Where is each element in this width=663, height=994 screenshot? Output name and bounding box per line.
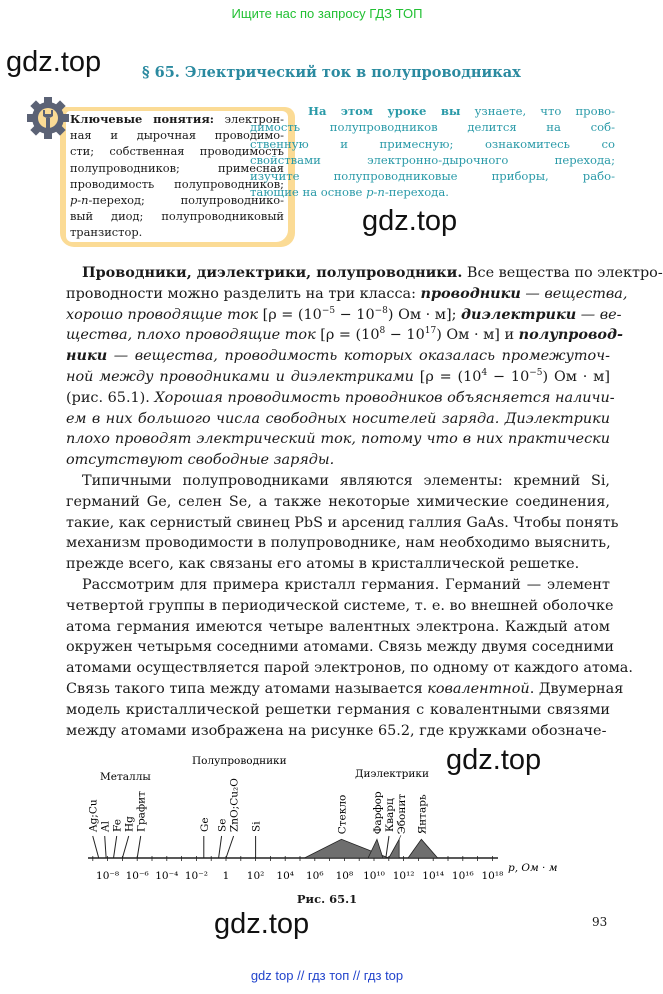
text-segment: плохо проводят электрический ток, потому что в них практически (66, 431, 610, 448)
text-segment: Проводники, диэлектрики, полупроводники. (82, 264, 463, 281)
text-line (66, 305, 622, 326)
page-number: 93 (592, 915, 608, 929)
text-segment: димость полупроводников делится на соб- (250, 120, 615, 135)
tick-label: 10¹⁴ (422, 870, 445, 882)
text-segment: ковалентной (427, 680, 530, 697)
text-segment: такие, как сернистый свинец PbS и арсенид галлия GaAs. Чтобы понять (66, 514, 619, 531)
text-segment: −5 (529, 368, 543, 379)
text-line (66, 492, 610, 513)
text-segment: . Двумерная (529, 680, 624, 697)
marker-label: Fe (111, 819, 124, 832)
text-segment: 4 (481, 368, 488, 379)
text-segment: 17 (424, 326, 437, 337)
text-segment: ) Ом · м] и (436, 327, 519, 344)
text-segment: − 10 (385, 327, 425, 344)
tick-label: 10⁻⁶ (125, 870, 149, 882)
text-line (66, 679, 624, 700)
paragraph (66, 263, 663, 471)
marker-label: Hg (123, 816, 136, 832)
tick-label: 10⁴ (276, 870, 294, 882)
marker-line (105, 836, 106, 858)
text-line (66, 513, 619, 534)
text-line (66, 721, 610, 742)
text-segment: Хорошая проводимость проводников объясняется наличи- (154, 389, 615, 406)
tick-label: 10¹⁸ (481, 870, 504, 882)
tick-label: 10⁶ (306, 870, 324, 882)
text-line (66, 450, 610, 471)
text-line (66, 700, 610, 721)
text-segment: электрон- (214, 112, 284, 126)
range-triangle (408, 839, 438, 858)
text-segment: [ρ = (10 (315, 327, 380, 344)
text-segment: полупроводников; примесная (70, 160, 284, 175)
text-segment: германий Ge, селен Se, а также некоторые химические соединения, (66, 493, 610, 510)
text-segment: проводности можно разделить на три класса: (66, 285, 421, 302)
text-segment: -переход; полупроводнико- (88, 193, 284, 208)
text-segment: Ключевые понятия: (70, 112, 215, 126)
marker-label: Si (250, 821, 263, 832)
range-label: Стекло (336, 794, 349, 835)
text-line (66, 554, 610, 575)
text-segment: На этом уроке вы (308, 104, 461, 118)
text-segment: [ρ = (10 (258, 306, 322, 323)
tick-label: 10¹⁰ (363, 870, 385, 882)
marker-line (137, 836, 141, 858)
tick-label: 10⁻⁸ (96, 870, 120, 882)
text-line (66, 637, 614, 658)
marker-label: Al (99, 821, 112, 832)
text-line (66, 325, 623, 346)
marker-label: Кварц (383, 798, 396, 832)
text-segment: — ве- (576, 306, 622, 323)
marker-line (219, 836, 222, 858)
text-line (66, 596, 614, 617)
text-line (250, 119, 615, 135)
text-segment: 8 (379, 326, 386, 337)
text-line (66, 409, 610, 430)
text-line (250, 103, 615, 119)
text-segment: p-n (366, 185, 385, 200)
text-segment: полупровод- (518, 326, 623, 344)
text-segment: модель кристаллической решетки германия с ковалентными связями (66, 701, 610, 718)
marker-label: Графит (135, 791, 148, 832)
range-label: Эбонит (395, 793, 408, 835)
paragraph (66, 471, 619, 575)
tick-label: 10⁻⁴ (155, 870, 179, 882)
text-segment: − 10 (487, 368, 530, 385)
text-line (66, 429, 610, 450)
section-title: § 65. Электрический ток в полупроводниках (142, 64, 521, 81)
text-segment: между атомами изображена на рисунке 65.2, где кружками обозначе- (66, 722, 607, 739)
group-label: Полупроводники (192, 755, 287, 767)
group-label: Диэлектрики (355, 768, 429, 780)
text-segment: Типичными полупроводниками являются элементы: кремний Si, (82, 472, 610, 489)
text-line (250, 152, 615, 168)
text-segment: p-n (70, 193, 89, 208)
text-segment: −5 (321, 305, 336, 316)
text-segment: (рис. 65.1). (66, 389, 155, 406)
text-line (70, 224, 284, 240)
text-segment: − 10 (335, 306, 375, 323)
footer-links[interactable]: gdz top // гдз топ // гдз top (250, 968, 404, 983)
tick-label: 1 (222, 870, 230, 882)
text-segment: транзистор. (70, 225, 143, 240)
marker-label: ZnO;Cu₂O (228, 778, 241, 832)
text-segment: атомами осуществляется парой электронов, по одному от каждого атома. (66, 660, 633, 677)
text-segment: проводники (420, 284, 521, 302)
paragraph (66, 575, 633, 741)
text-line (66, 367, 610, 388)
text-line (66, 533, 610, 554)
text-line (66, 658, 633, 679)
watermark: gdz.top (214, 908, 310, 940)
text-segment: четвертой группы в периодической системе, т. е. во внешней оболочке (66, 597, 614, 614)
text-segment: — вещества, проводимость которых оказалась промежуточ- (107, 348, 610, 365)
text-segment: ной между проводниками и диэлектриками (66, 368, 414, 385)
text-segment: прежде всего, как связаны его атомы в кристаллической решетке. (66, 556, 580, 573)
lesson-intro (250, 103, 615, 201)
text-segment: ) Ом · м] (542, 368, 610, 385)
text-segment: -перехода. (384, 185, 449, 200)
text-segment: сти; собственная проводимость (70, 144, 284, 159)
tick-label: 10¹⁶ (451, 870, 474, 882)
axis-label: p, Ом · м (508, 862, 558, 874)
body-text (66, 263, 663, 741)
gear-wrench-icon (26, 96, 70, 140)
watermark: gdz.top (446, 744, 542, 776)
text-segment: отсутствуют свободные заряды. (66, 452, 335, 469)
text-segment: ственную и примесную; ознакомитесь со (250, 136, 615, 151)
text-segment: Связь такого типа между атомами называется (66, 680, 428, 697)
text-segment: Все вещества по электро- (462, 265, 663, 281)
text-line (66, 388, 615, 409)
text-line (66, 263, 663, 284)
text-line (66, 471, 610, 492)
text-segment: узнаете, что прово- (460, 104, 615, 118)
figure-caption: Рис. 65.1 (296, 892, 358, 906)
range-label: Фарфор (371, 791, 384, 835)
tick-label: 10² (246, 870, 265, 882)
text-segment: Рассмотрим для примера кристалл германия. Германий — элемент (82, 576, 610, 593)
text-segment: щества, плохо проводящие ток (66, 327, 316, 344)
marker-label: Ag;Cu (87, 799, 100, 832)
text-line (66, 617, 610, 638)
marker-label: Ge (198, 817, 211, 832)
text-segment: ная и дырочная проводимо- (70, 128, 284, 143)
text-segment: ники (66, 347, 108, 365)
text-segment: изучите полупроводниковые приборы, рабо- (250, 169, 615, 184)
range-triangle (389, 839, 399, 858)
label-leader (399, 835, 401, 839)
marker-line (386, 836, 389, 858)
text-segment: проводимость полупроводников; (70, 176, 284, 191)
text-line (70, 208, 284, 224)
watermark: gdz.top (362, 205, 458, 237)
tick-label: 10⁸ (335, 870, 354, 882)
text-segment: вый диод; полупроводниковый (70, 209, 284, 224)
text-line (250, 168, 615, 184)
resistivity-scale-figure (80, 755, 558, 890)
text-segment: хорошо проводящие ток (66, 306, 259, 323)
text-segment: ) Ом · м]; (387, 306, 462, 323)
text-segment: ем в них большого числа свободных носителей заряда. Диэлектрики (66, 410, 610, 427)
text-line (250, 136, 615, 152)
text-segment: тающие на основе (250, 185, 367, 200)
text-line (66, 284, 628, 305)
group-label: Металлы (100, 771, 151, 783)
text-segment: свойствами электронно-дырочного перехода; (250, 152, 615, 167)
marker-line (122, 836, 128, 858)
text-segment: −8 (374, 305, 388, 316)
watermark: gdz.top (6, 46, 102, 78)
text-line (66, 346, 610, 367)
text-segment: окружен четырьмя соседними атомами. Связь между двумя соседними (66, 639, 614, 656)
text-segment: [ρ = (10 (413, 368, 482, 385)
marker-line (93, 836, 99, 858)
range-triangle (368, 839, 383, 858)
tick-label: 10¹² (392, 870, 415, 882)
text-line (250, 184, 615, 200)
marker-label: Se (216, 818, 229, 832)
text-segment: атома германия имеются четыре валентных электрона. Каждый атом (66, 618, 610, 635)
text-segment: — вещества, (520, 285, 628, 302)
tick-label: 10⁻² (184, 870, 208, 882)
top-banner[interactable]: Ищите нас по запросу ГДЗ ТОП (231, 6, 423, 21)
range-label: Янтарь (416, 794, 429, 835)
text-segment: механизм проводимости в полупроводнике, нам необходимо выяснить, (66, 535, 611, 552)
marker-line (114, 836, 117, 858)
marker-line (226, 836, 234, 858)
text-segment: диэлектрики (461, 305, 577, 323)
text-line (66, 575, 610, 596)
